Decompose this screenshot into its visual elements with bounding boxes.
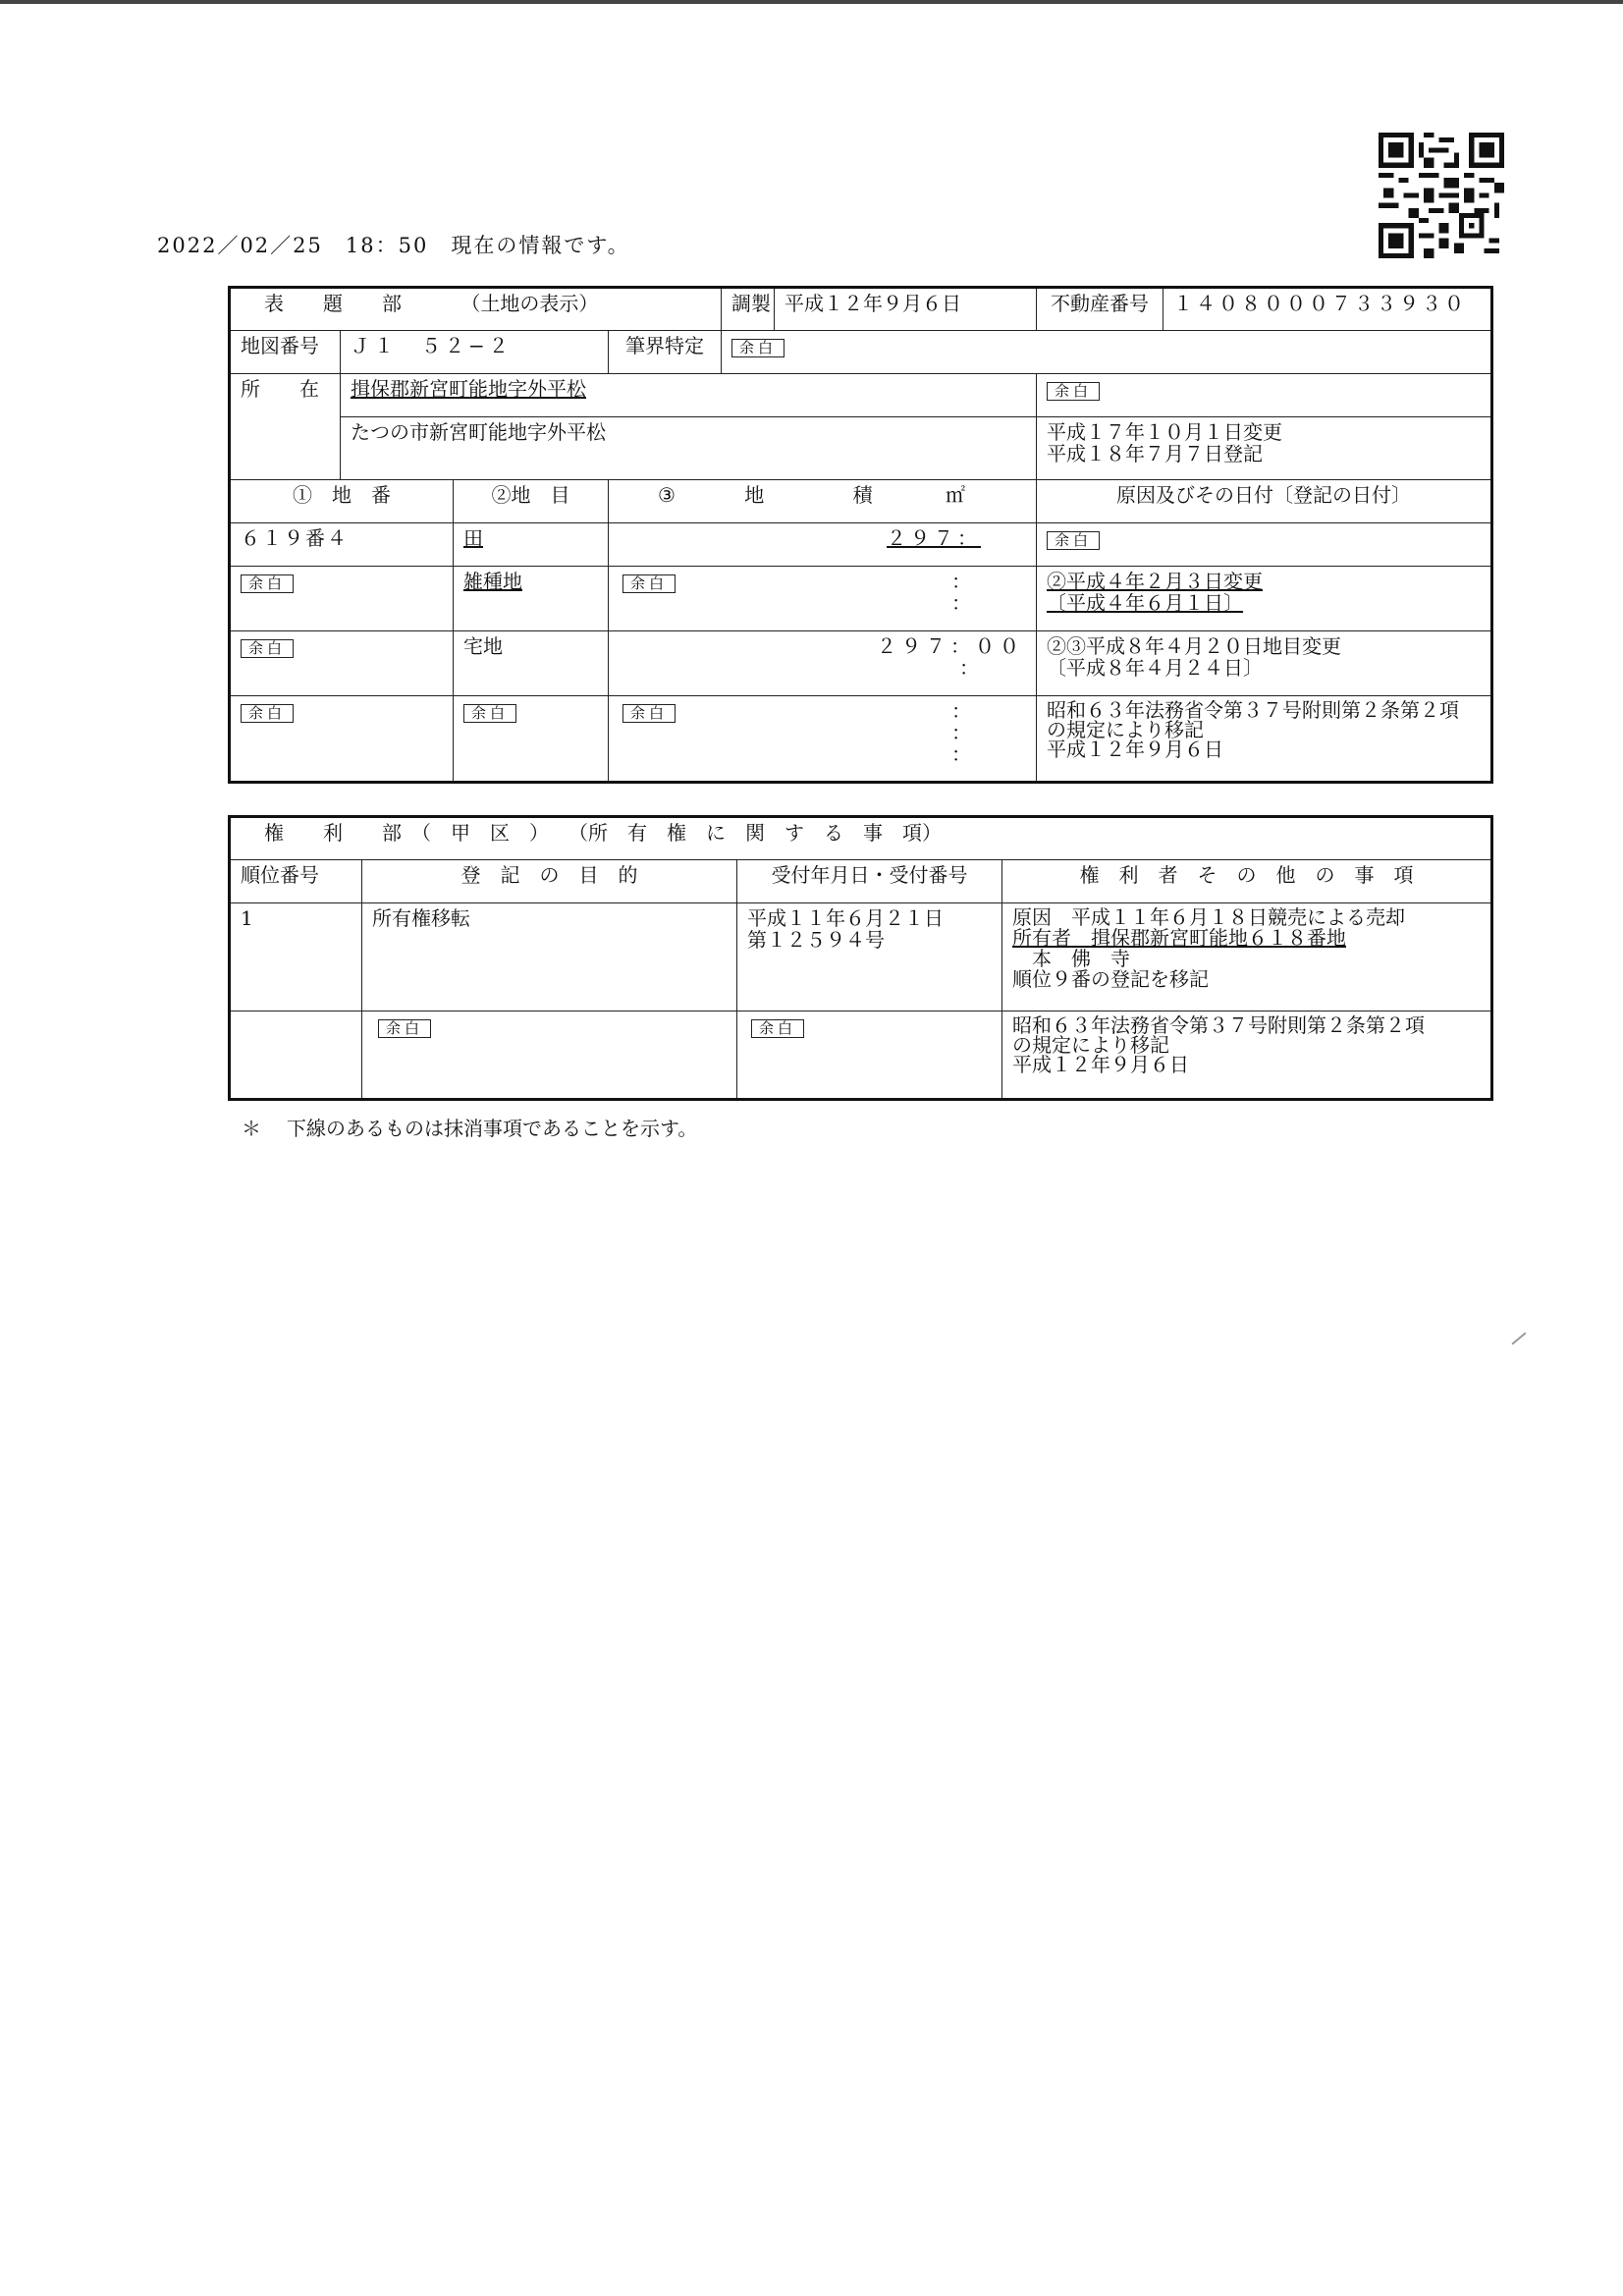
mokuteki-cell bbox=[362, 1011, 737, 1100]
kenrisha-line: の規定により移記 bbox=[1012, 1033, 1169, 1057]
chiseki-cell bbox=[609, 696, 1037, 783]
chiseki-text: ２９７：００ bbox=[877, 634, 1025, 658]
genin-line bbox=[1047, 592, 1481, 614]
table-row bbox=[230, 567, 1492, 631]
yohaku-stamp: 余白 bbox=[463, 704, 516, 723]
table-row bbox=[230, 631, 1492, 696]
kenrisha-cell bbox=[1002, 903, 1492, 1011]
col-uketsuke: 受付年月日・受付番号 bbox=[737, 860, 1002, 903]
table-row bbox=[230, 903, 1492, 1011]
yohaku-stamp: 余白 bbox=[1047, 531, 1100, 550]
genin-cell bbox=[1037, 567, 1492, 631]
chiseki-text: ２９７： bbox=[887, 526, 982, 550]
yohaku-stamp: 余白 bbox=[241, 574, 294, 593]
yohaku-stamp: 余白 bbox=[622, 704, 676, 723]
hyodai-table bbox=[228, 286, 1493, 784]
yohaku-stamp: 余白 bbox=[241, 704, 294, 723]
col-kenrisha: 権 利 者 そ の 他 の 事 項 bbox=[1002, 860, 1492, 903]
chiban-cell: ６１９番４ bbox=[230, 523, 454, 567]
shozai-2: たつの市新宮町能地字外平松 bbox=[341, 417, 1037, 480]
kenrisha-line: 平成１２年９月６日 bbox=[1012, 1053, 1189, 1076]
genin-line: 〔平成８年４月２４日〕 bbox=[1047, 656, 1264, 680]
yohaku-stamp: 余白 bbox=[622, 574, 676, 593]
chiseki-cell bbox=[609, 523, 1037, 567]
col-chiseki-unit: ㎡ bbox=[946, 483, 966, 507]
chiban-cell bbox=[230, 631, 454, 696]
chizu-label: 地図番号 bbox=[230, 331, 341, 374]
shozai-label: 所 在 bbox=[230, 374, 341, 480]
chosei-value: 平成１２年９月６日 bbox=[775, 288, 1037, 331]
timestamp: 2022／02／25 18：50 現在の情報です。 bbox=[157, 234, 630, 257]
chimoku-text: 雑種地 bbox=[463, 570, 522, 593]
table-row bbox=[230, 523, 1492, 567]
qr-code-icon bbox=[1379, 133, 1504, 258]
genin-cell bbox=[1037, 696, 1492, 783]
yohaku-stamp: 余白 bbox=[751, 1019, 804, 1038]
kenrisha-line: 原因 平成１１年６月１８日競売による売却 bbox=[1012, 905, 1405, 929]
shozai-1-note bbox=[1037, 374, 1492, 417]
col-chiseki-1: ③ bbox=[658, 483, 676, 507]
chiseki-cell bbox=[609, 631, 1037, 696]
kenri-title: 権 利 部 （ 甲 区 ） （所 有 権 に 関 す る 事 項） bbox=[230, 817, 1492, 860]
uketsuke-line: 平成１１年６月２１日 bbox=[747, 906, 944, 930]
genin-line: 昭和６３年法務省令第３７号附則第２条第２項 bbox=[1047, 698, 1460, 722]
shozai-2-note bbox=[1037, 417, 1492, 480]
chimoku-cell bbox=[454, 523, 609, 567]
shozai-1 bbox=[341, 374, 1037, 417]
footnote-star: ＊ bbox=[242, 1117, 261, 1140]
chiseki-colons: ： ： ： bbox=[951, 699, 972, 766]
genin-line bbox=[1047, 571, 1481, 592]
genin-line: の規定により移記 bbox=[1047, 718, 1205, 741]
hikkai-label: 筆界特定 bbox=[609, 331, 722, 374]
genin-text: ②平成４年２月３日変更 bbox=[1047, 570, 1264, 593]
chimoku-text: 田 bbox=[463, 526, 483, 550]
scan-top-edge bbox=[0, 0, 1623, 4]
footnote-text: 下線のあるものは抹消事項であることを示す。 bbox=[287, 1117, 698, 1140]
genin-line: ②③平成８年４月２０日地目変更 bbox=[1047, 634, 1342, 658]
kenrisha-line: 昭和６３年法務省令第３７号附則第２条第２項 bbox=[1012, 1013, 1425, 1037]
hyodai-header bbox=[230, 288, 722, 331]
hikkai-value bbox=[722, 331, 1492, 374]
shozai-2-note-line: 平成１８年７月７日登記 bbox=[1047, 442, 1264, 465]
fudosan-label: 不動産番号 bbox=[1037, 288, 1163, 331]
chimoku-cell: 宅地 bbox=[454, 631, 609, 696]
hyodai-title: 表 題 部 bbox=[264, 292, 402, 315]
juni-cell: 1 bbox=[230, 903, 362, 1011]
scan-mark bbox=[1511, 1332, 1526, 1344]
yohaku-stamp: 余白 bbox=[731, 339, 784, 357]
kenrisha-line bbox=[1012, 928, 1481, 949]
col-chiseki-3: 積 bbox=[852, 483, 873, 507]
uketsuke-line: 第１２５９４号 bbox=[747, 928, 885, 952]
shozai-1-text: 揖保郡新宮町能地字外平松 bbox=[351, 377, 586, 401]
kenri-table bbox=[228, 815, 1493, 1101]
kenrisha-cell bbox=[1002, 1011, 1492, 1100]
hyodai-subtitle: （土地の表示） bbox=[460, 292, 599, 315]
mokuteki-cell: 所有権移転 bbox=[362, 903, 737, 1011]
chiseki-cell bbox=[609, 567, 1037, 631]
shozai-2-note-line: 平成１７年１０月１日変更 bbox=[1047, 420, 1283, 444]
yohaku-stamp: 余白 bbox=[241, 639, 294, 658]
yohaku-stamp: 余白 bbox=[378, 1019, 431, 1038]
table-row bbox=[230, 1011, 1492, 1100]
genin-line: 平成１２年９月６日 bbox=[1047, 738, 1224, 761]
kenrisha-line: 順位９番の登記を移記 bbox=[1012, 967, 1209, 991]
col-chiseki bbox=[609, 480, 1037, 523]
chiban-cell bbox=[230, 696, 454, 783]
genin-cell bbox=[1037, 631, 1492, 696]
chimoku-cell bbox=[454, 567, 609, 631]
col-genin: 原因及びその日付〔登記の日付〕 bbox=[1037, 480, 1492, 523]
chiseki-text: ： ： bbox=[951, 570, 972, 615]
table-row bbox=[230, 696, 1492, 783]
col-chiseki-2: 地 bbox=[744, 483, 765, 507]
kenrisha-text: 所有者 揖保郡新宮町能地６１８番地 bbox=[1012, 926, 1346, 950]
genin-cell bbox=[1037, 523, 1492, 567]
chizu-value: Ｊ１ ５２−２ bbox=[341, 331, 609, 374]
col-juni: 順位番号 bbox=[230, 860, 362, 903]
kenrisha-line: 本 佛 寺 bbox=[1012, 947, 1130, 970]
juni-cell bbox=[230, 1011, 362, 1100]
chosei-label: 調製 bbox=[722, 288, 775, 331]
uketsuke-cell bbox=[737, 1011, 1002, 1100]
fudosan-value: １４０８０００７３３９３０ bbox=[1163, 288, 1492, 331]
chiseki-colon: ： bbox=[959, 656, 980, 680]
genin-text: 〔平成４年６月１日〕 bbox=[1047, 591, 1244, 615]
uketsuke-cell bbox=[737, 903, 1002, 1011]
footnote bbox=[242, 1113, 697, 1141]
chiban-cell bbox=[230, 567, 454, 631]
col-chimoku: ②地 目 bbox=[454, 480, 609, 523]
yohaku-stamp: 余白 bbox=[1047, 382, 1100, 401]
col-chiban: ① 地 番 bbox=[230, 480, 454, 523]
col-mokuteki: 登 記 の 目 的 bbox=[362, 860, 737, 903]
chimoku-cell bbox=[454, 696, 609, 783]
